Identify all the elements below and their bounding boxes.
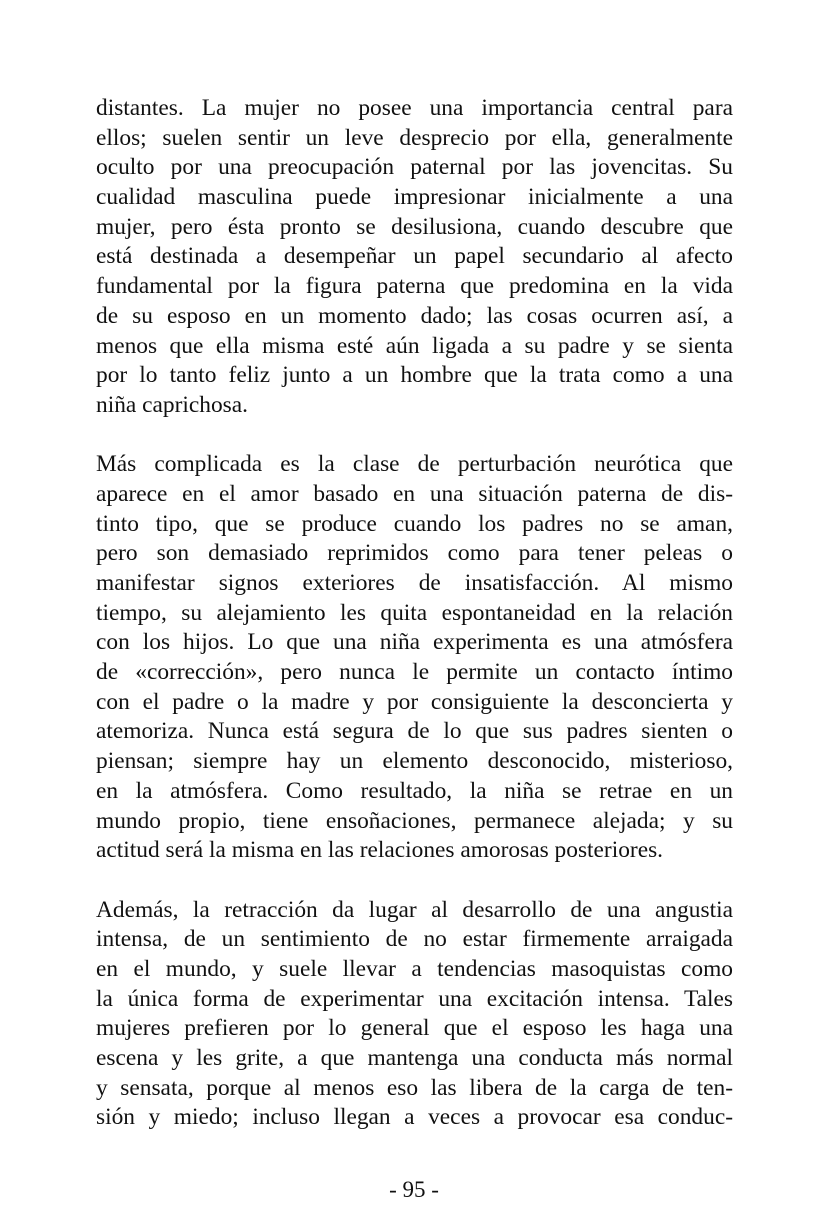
text-line: Más complicada es la clase de perturbación neurótica que bbox=[96, 451, 733, 478]
text-line: menos que ella misma esté aún ligada a su padre y se sienta bbox=[96, 332, 733, 359]
text-line: fundamental por la figura paterna que predomina en la vida bbox=[96, 273, 733, 300]
text-line: por lo tanto feliz junto a un hombre que la trata como a una bbox=[96, 362, 733, 389]
page-body bbox=[96, 94, 733, 1133]
text-line: distantes. La mujer no posee una importancia central para bbox=[96, 95, 733, 121]
text-line: está destinada a desempeñar un papel secundario al afecto bbox=[96, 243, 733, 270]
text-line: en el mundo, y suele llevar a tendencias masoquistas como bbox=[96, 955, 733, 982]
text-line: oculto por una preocupación paternal por las jovencitas. Su bbox=[96, 154, 733, 181]
text-line: mundo propio, tiene ensoñaciones, permanece alejada; y su bbox=[96, 807, 733, 834]
text-line: tiempo, su alejamiento les quita espontaneidad en la relación bbox=[96, 599, 733, 626]
text-line: Además, la retracción da lugar al desarrollo de una angustia bbox=[96, 896, 733, 923]
text-line: cualidad masculina puede impresionar inicialmente a una bbox=[96, 184, 733, 211]
text-line: manifestar signos exteriores de insatisfacción. Al mismo bbox=[96, 570, 733, 596]
text-line: con el padre o la madre y por consiguiente la desconcierta y bbox=[96, 688, 733, 715]
text-line: piensan; siempre hay un elemento desconocido, misterioso, bbox=[96, 748, 733, 775]
paragraph-2 bbox=[96, 450, 733, 866]
text-line: niña caprichosa. bbox=[96, 391, 248, 418]
text-line: en la atmósfera. Como resultado, la niña se retrae en un bbox=[96, 777, 733, 804]
text-line: la única forma de experimentar una excitación intensa. Tales bbox=[96, 985, 733, 1012]
text-line: con los hijos. Lo que una niña experimenta es una atmósfera bbox=[96, 629, 733, 656]
text-line: actitud será la misma en las relaciones amorosas posteriores. bbox=[96, 837, 664, 864]
text-line: escena y les grite, a que mantenga una conducta más normal bbox=[96, 1045, 733, 1071]
text-line: mujeres prefieren por lo general que el esposo les haga una bbox=[96, 1015, 733, 1042]
text-line: intensa, de un sentimiento de no estar firmemente arraigada bbox=[96, 926, 733, 953]
text-line: ellos; suelen sentir un leve desprecio por ella, generalmente bbox=[96, 124, 733, 151]
text-line: aparece en el amor basado en una situación paterna de dis- bbox=[96, 480, 733, 507]
text-line: de «corrección», pero nunca le permite un contacto íntimo bbox=[96, 659, 733, 686]
text-line: mujer, pero ésta pronto se desilusiona, cuando descubre que bbox=[96, 213, 733, 240]
text-line: tinto tipo, que se produce cuando los padres no se aman, bbox=[96, 510, 733, 537]
text-line: atemoriza. Nunca está segura de lo que sus padres sienten o bbox=[96, 718, 733, 745]
text-line: pero son demasiado reprimidos como para tener peleas o bbox=[96, 540, 733, 567]
paragraph-3 bbox=[96, 896, 733, 1134]
paragraph-1 bbox=[96, 94, 733, 421]
text-line: de su esposo en un momento dado; las cosas ocurren así, a bbox=[96, 302, 733, 329]
text-line: y sensata, porque al menos eso las libera de la carga de ten- bbox=[96, 1074, 733, 1101]
page-number: - 95 - bbox=[389, 1177, 439, 1202]
text-line: sión y miedo; incluso llegan a veces a provocar esa conduc- bbox=[96, 1104, 733, 1131]
